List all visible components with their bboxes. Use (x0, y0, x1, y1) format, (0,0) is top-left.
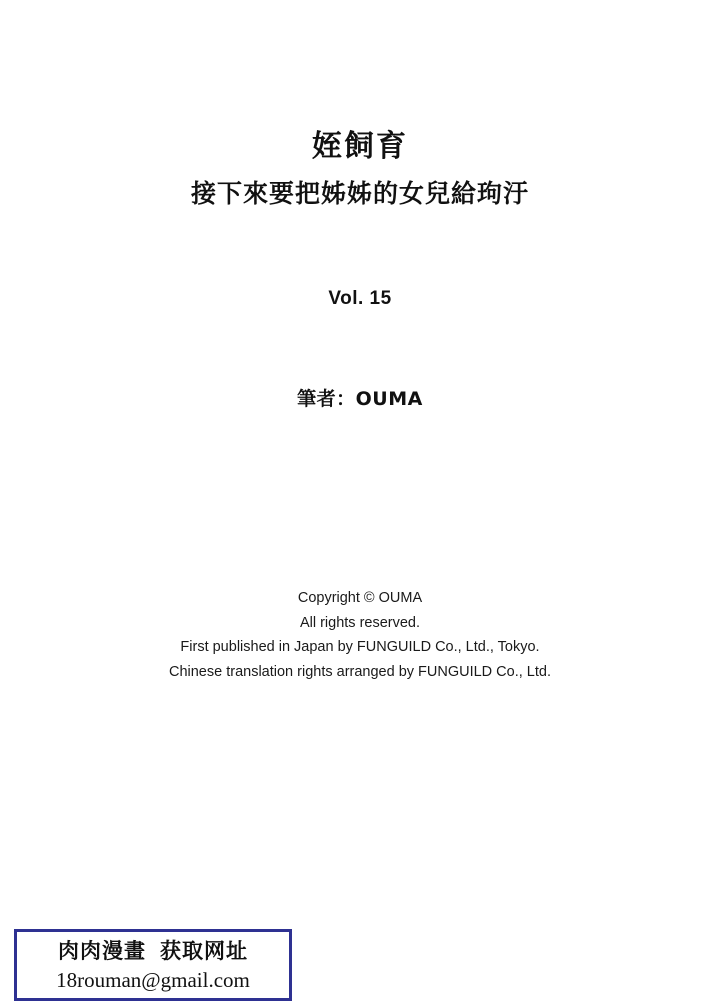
copyright-block (0, 586, 720, 684)
volume-label: Vol. 15 (328, 288, 392, 309)
copyright-line: First published in Japan by FUNGUILD Co., Ltd., Tokyo. (180, 639, 540, 655)
watermark-site-line (17, 936, 289, 966)
watermark-action-text: 获取网址 (160, 939, 248, 963)
watermark-box (14, 929, 292, 1001)
watermark-site-name: 肉肉漫畫 (58, 939, 146, 963)
page-title: 姪飼育 (312, 129, 408, 164)
copyright-line: Chinese translation rights arranged by FUNGUILD Co., Ltd. (168, 663, 551, 680)
watermark-email: 18rouman@gmail.com (56, 968, 250, 992)
copyright-line: Copyright © OUMA (297, 590, 423, 606)
title-block (0, 128, 720, 209)
author-label: 筆者：OUMA (297, 388, 423, 410)
copyright-line: All rights reserved. (299, 614, 421, 631)
page-subtitle: 接下來要把姊姊的女兒給玽汙 (190, 178, 529, 208)
